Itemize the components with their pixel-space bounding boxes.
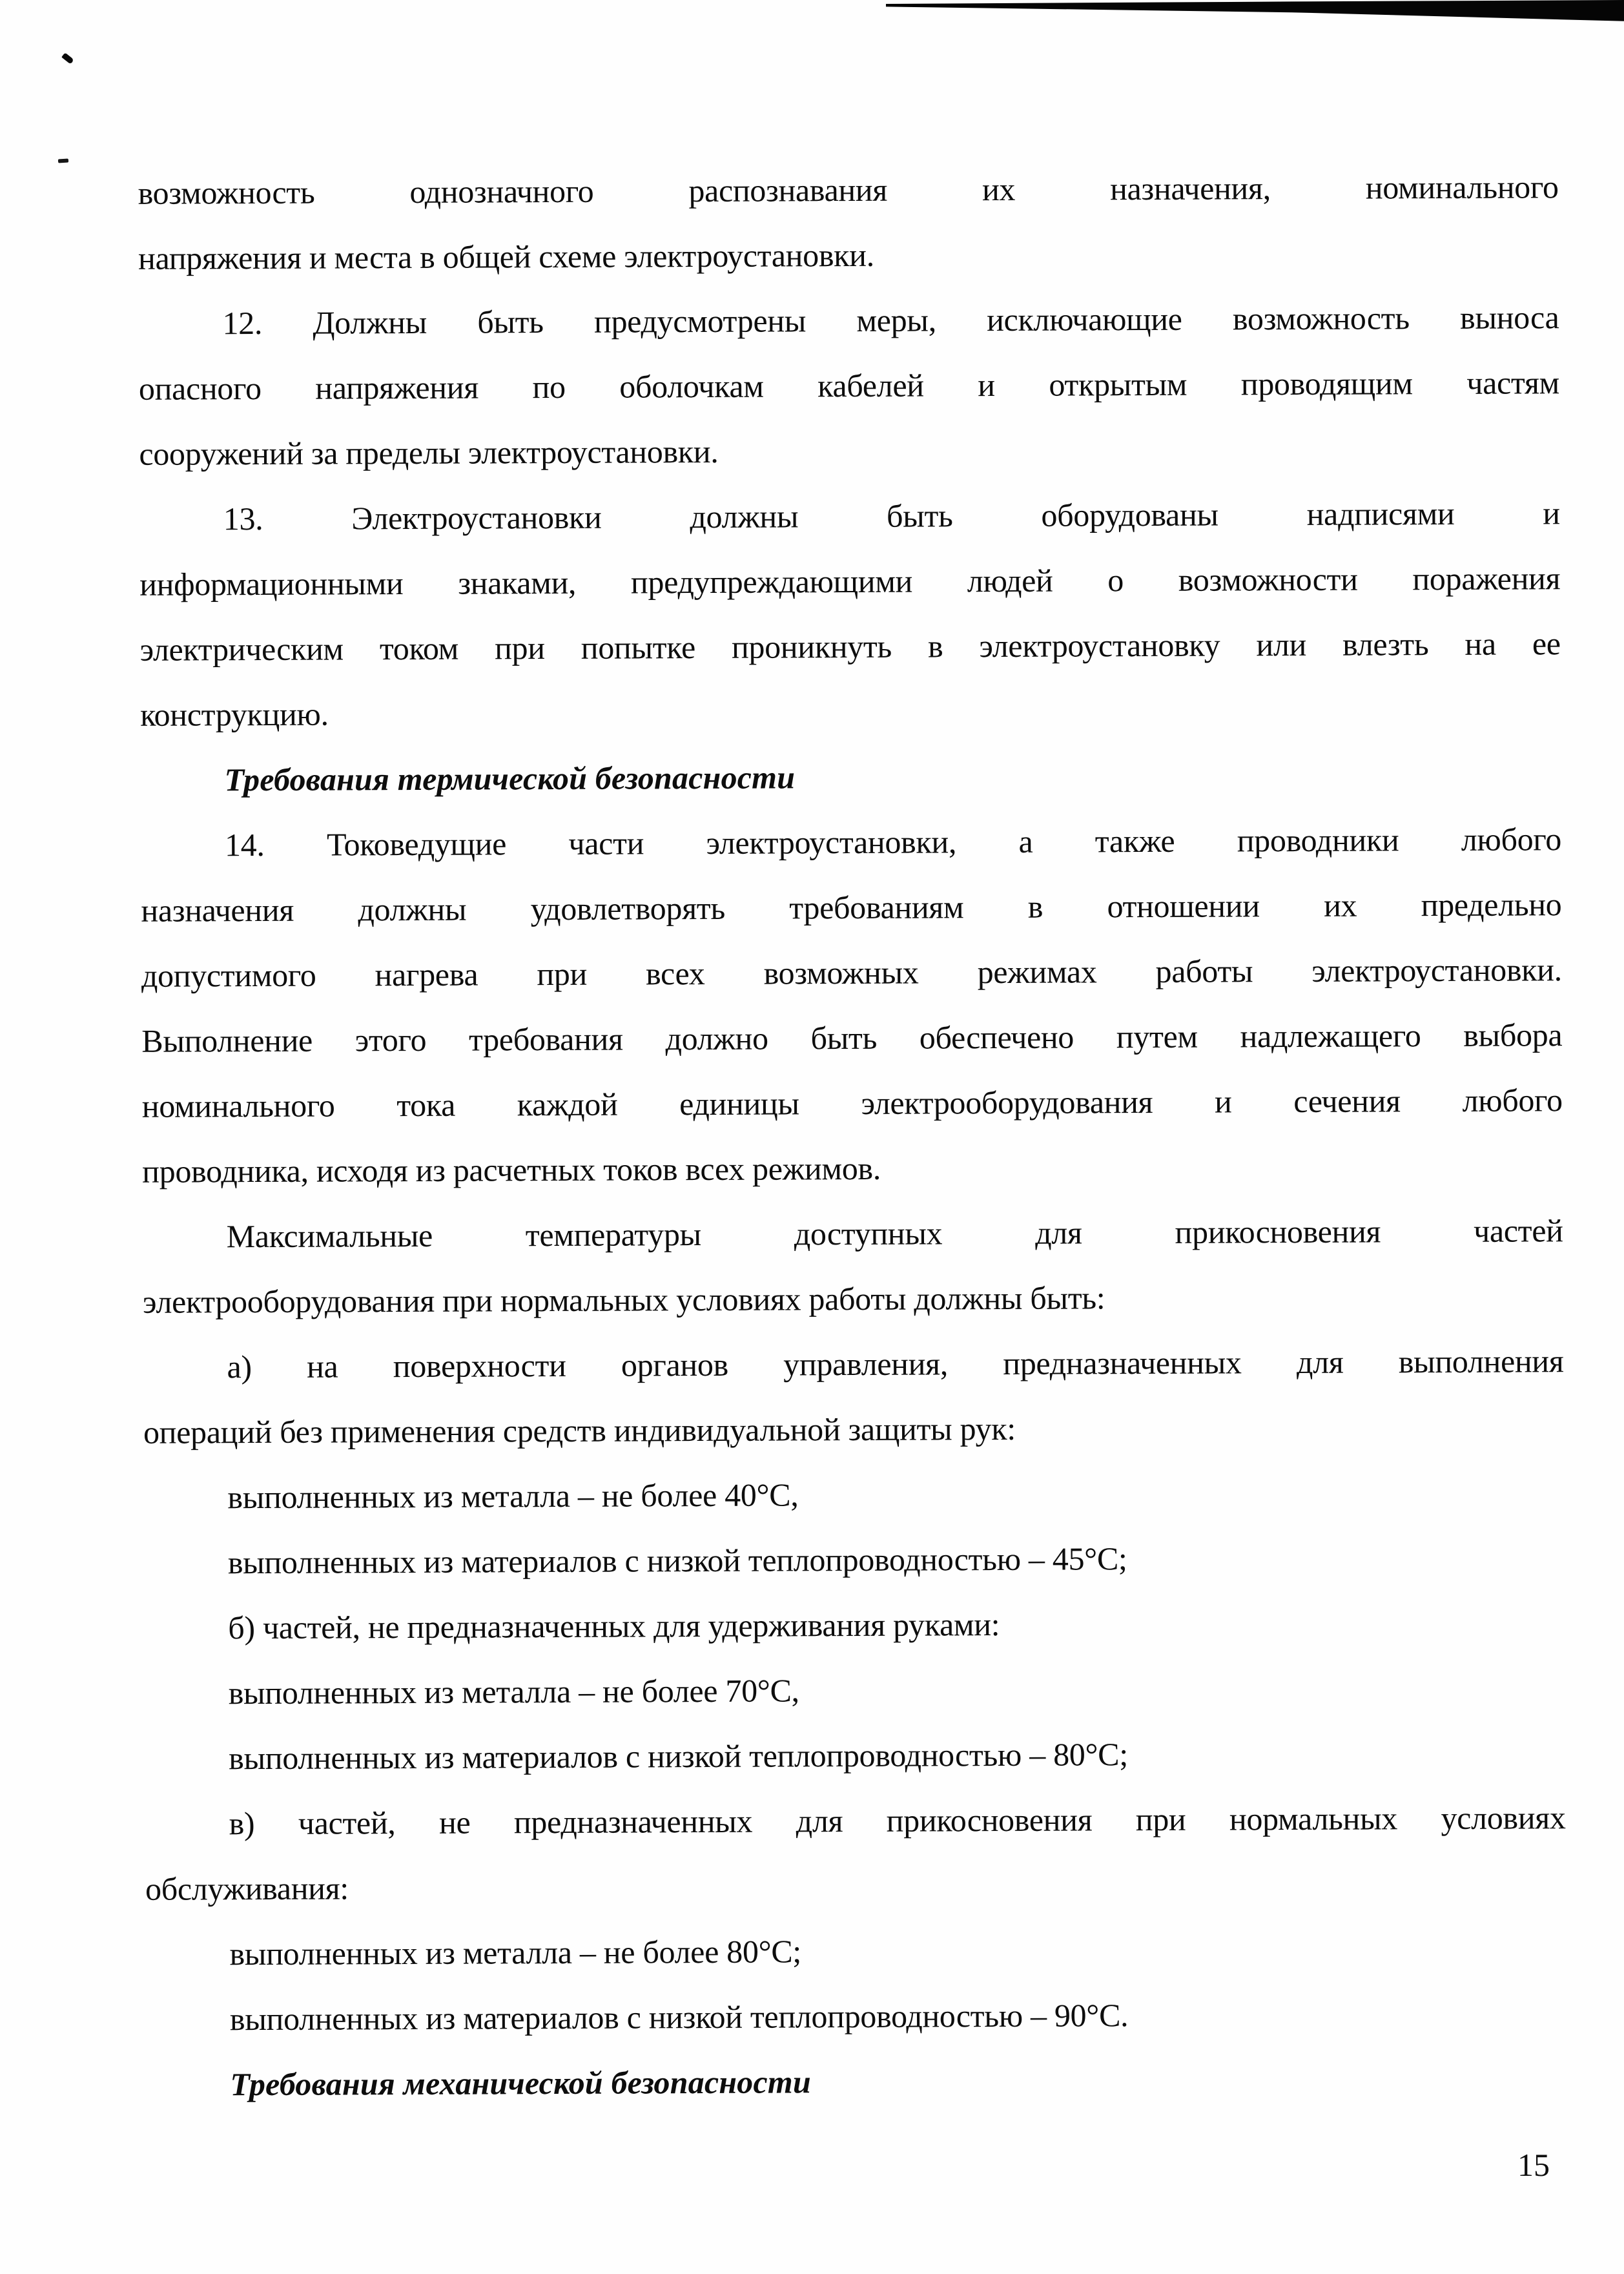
text-line: а) на поверхности органов управления, предназначенных для выполнения — [227, 1343, 1564, 1385]
text-line: выполненных из металла – не более 80°С; — [229, 1933, 802, 1972]
text-line: в) частей, не предназначенных для прикосновения при нормальных условиях — [229, 1799, 1566, 1842]
text-line: назначения должны удовлетворять требованиям в отношении их предельно — [141, 886, 1562, 929]
text-line: Выполнение этого требования должно быть обеспечено путем надлежащего выбора — [141, 1017, 1563, 1059]
text-line: 13. Электроустановки должны быть оборудованы надписями и — [223, 495, 1560, 537]
text-line: 14. Токоведущие части электроустановки, а также проводники любого — [224, 821, 1562, 863]
text-line: операций без применения средств индивидуальной защиты рук: — [143, 1410, 1016, 1451]
text-line: б) частей, не предназначенных для удерживания руками: — [228, 1606, 1000, 1646]
text-line: электрооборудования при нормальных условиях работы должны быть: — [142, 1279, 1105, 1320]
text-line: выполненных из материалов с низкой теплопроводностью – 90°С. — [229, 1997, 1129, 2038]
text-line: опасного напряжения по оболочкам кабелей и открытым проводящим частям — [138, 364, 1560, 407]
text-line: выполненных из материалов с низкой теплопроводностью – 80°С; — [229, 1736, 1129, 1777]
ink-speck — [58, 158, 68, 163]
text-line: конструкцию. — [140, 696, 329, 733]
text-line: выполненных из металла – не более 70°С, — [228, 1672, 799, 1711]
text-line: обслуживания: — [145, 1870, 349, 1907]
page-number: 15 — [1517, 2147, 1550, 2183]
text-line: 12. Должны быть предусмотрены меры, исключающие возможность выноса — [222, 299, 1559, 342]
text-line: напряжения и места в общей схеме электроустановки. — [138, 236, 874, 276]
document-text-block — [138, 154, 1567, 2118]
text-line: информационными знаками, предупреждающими людей о возможности поражения — [139, 560, 1561, 603]
text-line: сооружений за пределы электроустановки. — [139, 433, 719, 472]
text-line: допустимого нагрева при всех возможных режимах работы электроустановки. — [141, 951, 1563, 994]
text-line: выполненных из материалов с низкой теплопроводностью – 45°С; — [227, 1540, 1127, 1581]
section-heading-thermal: Требования термической безопасности — [224, 759, 796, 798]
text-line: возможность однозначного распознавания их назначения, номинального — [138, 169, 1559, 211]
text-line: электрическим током при попытке проникнуть в электроустановку или влезть на ее — [139, 625, 1561, 668]
scan-edge-artifact — [886, 0, 1624, 26]
ink-speck — [61, 52, 74, 64]
text-line: выполненных из металла – не более 40°С, — [227, 1476, 799, 1516]
text-line: номинального тока каждой единицы электрооборудования и сечения любого — [141, 1082, 1563, 1124]
section-heading-mechanical: Требования механической безопасности — [230, 2063, 812, 2103]
text-line: проводника, исходя из расчетных токов всех режимов. — [142, 1150, 881, 1190]
text-line: Максимальные температуры доступных для прикосновения частей — [226, 1212, 1563, 1255]
